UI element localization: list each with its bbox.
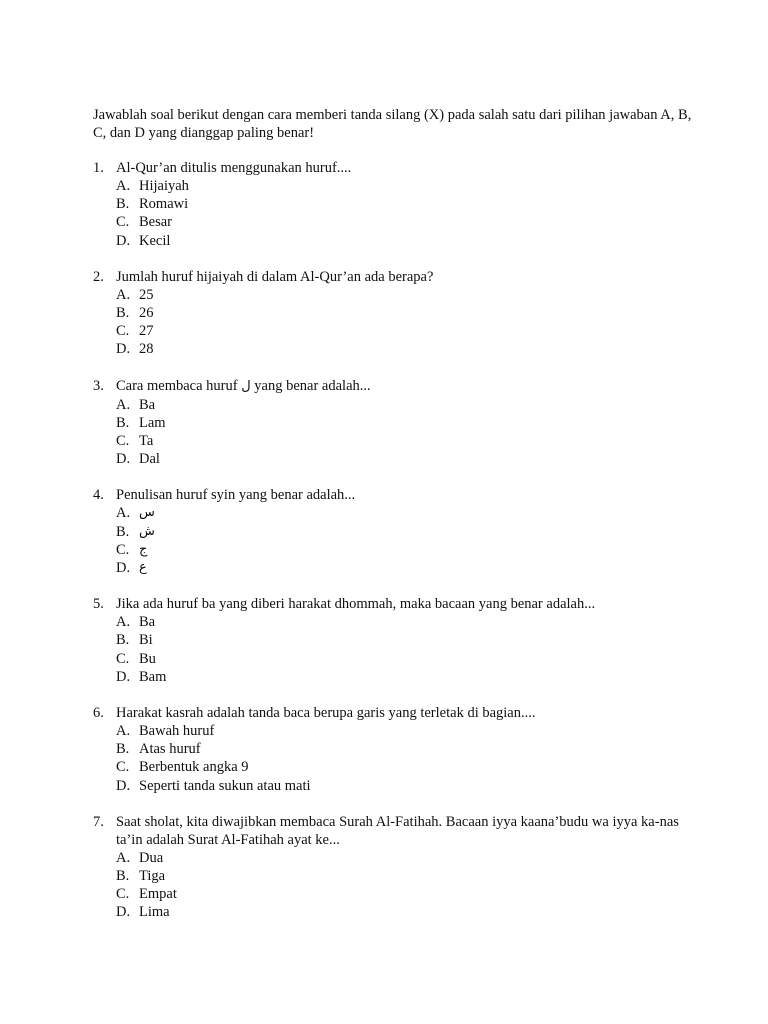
option-text: Romawi: [139, 196, 189, 213]
option-a: [116, 177, 693, 195]
option-text: 25: [139, 286, 154, 303]
option-d: [116, 668, 693, 686]
question-text: Penulisan huruf syin yang benar adalah...: [116, 487, 356, 504]
option-letter: C.: [116, 433, 130, 450]
option-letter: D.: [116, 451, 131, 468]
option-letter: A.: [116, 505, 131, 522]
option-list: [93, 396, 693, 469]
option-b: [116, 195, 693, 213]
question-3: [93, 377, 693, 469]
option-a: [116, 286, 693, 304]
question-text: Jumlah huruf hijaiyah di dalam Al-Qur’an ada berapa?: [116, 268, 434, 285]
option-text: 28: [139, 341, 154, 358]
option-c: [116, 432, 693, 450]
option-list: [93, 177, 693, 250]
option-letter: C.: [116, 759, 130, 776]
option-d: [116, 340, 693, 358]
option-text: Bawah huruf: [139, 723, 215, 740]
option-letter: D.: [116, 904, 131, 921]
option-d: [116, 450, 693, 468]
question-text-before: Cara membaca huruf: [116, 377, 238, 394]
question-number: 7.: [93, 813, 104, 830]
option-letter: C.: [116, 323, 130, 340]
option-letter: D.: [116, 341, 131, 358]
option-text: Dua: [139, 849, 164, 866]
instructions-text: Jawablah soal berikut dengan cara memberi tanda silang (X) pada salah satu dari pilihan jawaban A, B, C, dan D yang dianggap paling benar!: [93, 107, 692, 141]
option-arabic-letter: ج: [139, 541, 148, 557]
option-arabic-letter: س: [139, 505, 155, 521]
option-b: [116, 631, 693, 649]
option-a: [116, 849, 693, 867]
question-number: 1.: [93, 160, 104, 176]
question-7: [93, 813, 693, 922]
option-arabic-letter: ع: [139, 560, 147, 576]
option-text: Ba: [139, 614, 156, 631]
option-a: [116, 396, 693, 414]
option-letter: A.: [116, 396, 131, 413]
option-list: [93, 286, 693, 359]
question-2: [93, 268, 693, 359]
question-text: Saat sholat, kita diwajibkan membaca Surah Al-Fatihah. Bacaan iyya kaana’budu wa iyya ka-nas ta’in adalah Surat Al-Fatihah ayat ke...: [116, 813, 679, 848]
option-text: Ba: [139, 396, 156, 413]
option-text: Atas huruf: [139, 741, 201, 758]
option-letter: B.: [116, 868, 130, 885]
option-arabic-letter: ش: [139, 523, 155, 539]
option-c: [116, 650, 693, 668]
option-letter: D.: [116, 232, 131, 249]
option-text: Besar: [139, 214, 173, 231]
option-text: Dal: [139, 451, 160, 468]
option-text: Kecil: [139, 232, 171, 249]
question-1: [93, 159, 693, 250]
option-text: Tiga: [139, 868, 166, 885]
option-text: Empat: [139, 886, 177, 903]
option-letter: A.: [116, 723, 131, 740]
option-text: 26: [139, 305, 154, 322]
option-text: Lima: [139, 904, 170, 921]
arabic-letter: ل: [241, 378, 251, 394]
option-letter: C.: [116, 214, 130, 231]
option-d: [116, 903, 693, 921]
option-a: [116, 722, 693, 740]
option-letter: C.: [116, 541, 130, 558]
option-text: Berbentuk angka 9: [139, 759, 249, 776]
option-list: [93, 722, 693, 795]
option-letter: A.: [116, 614, 131, 631]
option-c: [116, 322, 693, 340]
option-text: Hijaiyah: [139, 178, 189, 194]
option-b: [116, 740, 693, 758]
option-b: [116, 523, 693, 541]
option-list: [93, 613, 693, 686]
question-number: 2.: [93, 268, 104, 285]
question-text: Harakat kasrah adalah tanda baca berupa garis yang terletak di bagian....: [116, 705, 536, 722]
option-text: Bam: [139, 668, 167, 685]
option-list: [93, 504, 693, 577]
question-5: [93, 595, 693, 686]
option-letter: A.: [116, 286, 131, 303]
option-c: [116, 758, 693, 776]
option-text: Bu: [139, 650, 156, 667]
option-text: Ta: [139, 433, 154, 450]
option-c: [116, 885, 693, 903]
option-text: Bi: [139, 632, 153, 649]
question-text: Al-Qur’an ditulis menggunakan huruf....: [116, 160, 352, 176]
question-text: Jika ada huruf ba yang diberi harakat dhommah, maka bacaan yang benar adalah...: [116, 596, 596, 613]
option-letter: D.: [116, 668, 131, 685]
option-letter: A.: [116, 178, 131, 194]
option-letter: C.: [116, 650, 130, 667]
option-letter: C.: [116, 886, 130, 903]
option-a: [116, 504, 693, 522]
option-letter: B.: [116, 741, 130, 758]
question-4: [93, 486, 693, 577]
option-letter: B.: [116, 305, 130, 322]
option-letter: B.: [116, 523, 130, 540]
question-text-after: yang benar adalah...: [254, 377, 371, 394]
option-letter: D.: [116, 560, 131, 577]
option-d: [116, 777, 693, 795]
option-letter: B.: [116, 632, 130, 649]
option-letter: B.: [116, 414, 130, 431]
option-text: Lam: [139, 414, 166, 431]
option-letter: B.: [116, 196, 130, 213]
option-text: Seperti tanda sukun atau mati: [139, 777, 311, 794]
question-number: 3.: [93, 377, 104, 394]
option-d: [116, 559, 693, 577]
document-page: [93, 106, 693, 940]
question-number: 6.: [93, 705, 104, 722]
option-c: [116, 541, 693, 559]
option-d: [116, 232, 693, 250]
option-c: [116, 213, 693, 231]
option-letter: A.: [116, 849, 131, 866]
option-text: 27: [139, 323, 154, 340]
option-b: [116, 304, 693, 322]
option-list: [93, 849, 693, 922]
question-number: 5.: [93, 596, 104, 613]
option-letter: D.: [116, 777, 131, 794]
question-6: [93, 704, 693, 795]
option-b: [116, 867, 693, 885]
option-b: [116, 414, 693, 432]
option-a: [116, 613, 693, 631]
question-text: [116, 377, 693, 396]
question-number: 4.: [93, 487, 104, 504]
